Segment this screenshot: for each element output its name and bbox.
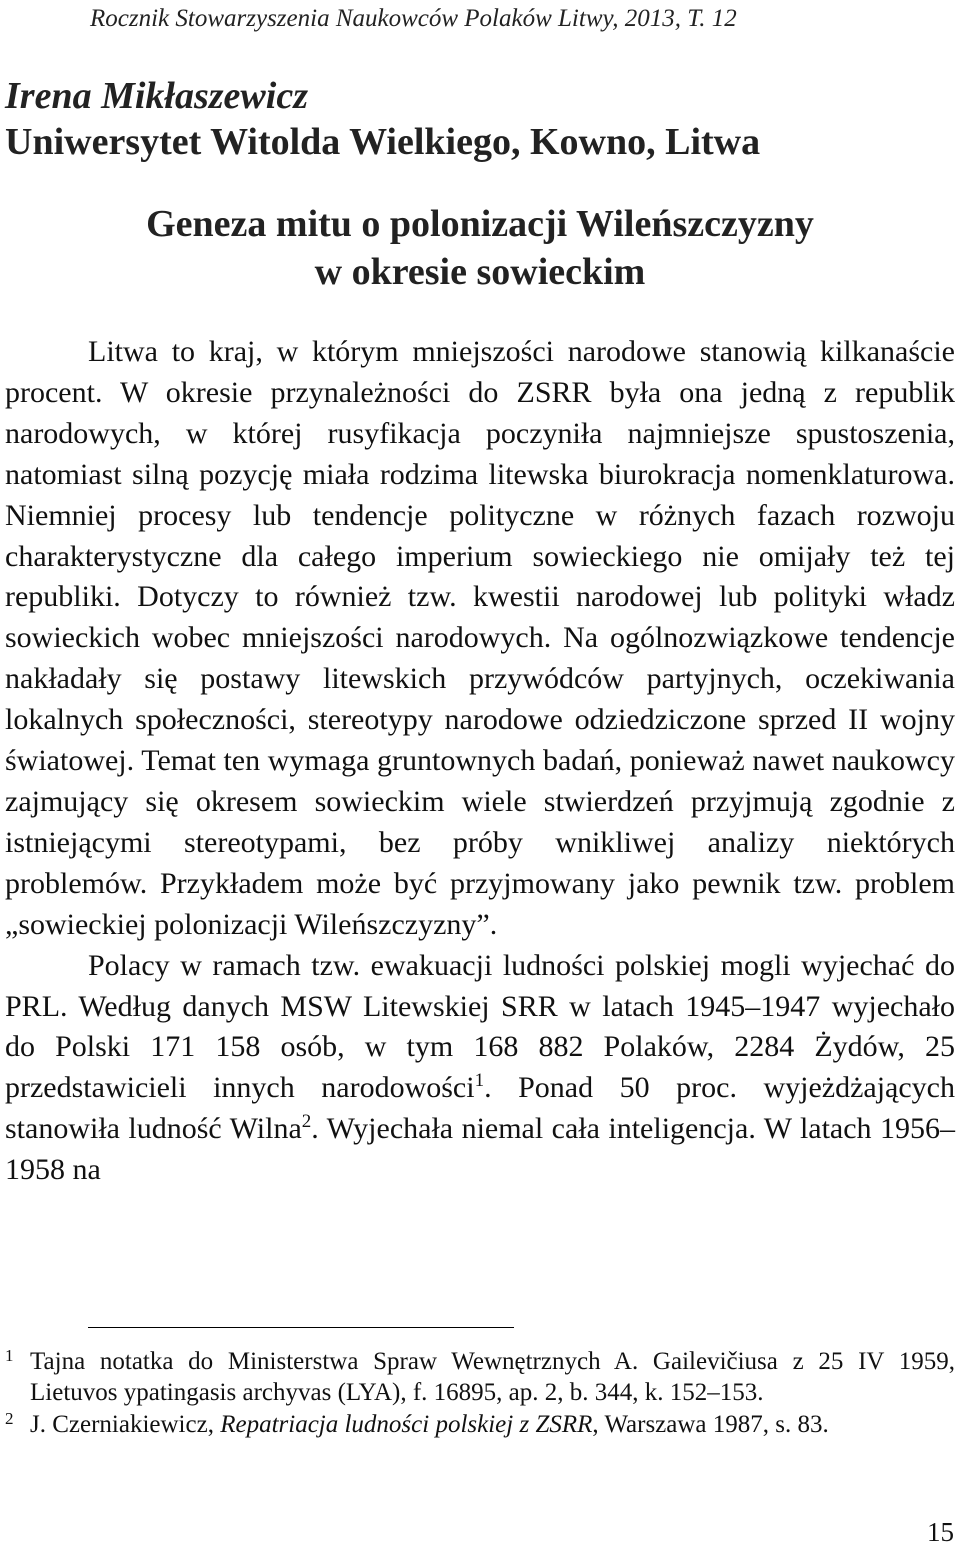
body-paragraph-1: Litwa to kraj, w którym mniejszości narodowe stanowią kilkanaście procent. W okresie przynależności do ZSRR była ona jedną z republik narodowych, w której rusyfikacja poczyniła najmniejsze spustoszenia, natomiast silną pozycję miała rodzima litewska biurokracja nomenklaturowa. Niemniej procesy lub tendencje polityczne w różnych fazach rozwoju charakterystyczne dla całego imperium sowieckiego nie omijały też tej republiki. Dotyczy to również tzw. kwestii narodowej lub polityki władz sowieckich wobec mniejszości narodowych. Na ogólnozwiązkowe tendencje nakładały się postawy litewskich przywódców partyjnych, oczekiwania lokalnych społeczności, stereotypy narodowe odziedziczone sprzed II wojny światowej. Temat ten wymaga gruntownych badań, ponieważ nawet naukowcy zajmujący się okresem sowieckim wiele stwierdzeń przyjmują zgodnie z istniejącymi stereotypami, bez próby wnikliwej analizy niektórych problemów. Przykładem może być przyjmowany jako pewnik tzw. problem „sowieckiej polonizacji Wileńszczyzny”. <box>5 335 955 941</box>
running-head: Rocznik Stowarzyszenia Naukowców Polaków Litwy, 2013, T. 12 <box>90 5 737 32</box>
article-author: Irena Mikłaszewicz <box>5 75 308 117</box>
footnote-reference-2[interactable]: 2 <box>301 1111 312 1133</box>
body-paragraph-2-part-2: . Ponad 50 proc. wyjeżdżających stanowiła ludność Wilna <box>5 1071 955 1146</box>
footnote-separator <box>88 1327 514 1328</box>
footnote-1-text: Tajna notatka do Ministerstwa Spraw Wewnętrznych A. Gailevičiusa z 25 IV 1959, Lietuvos ypatingasis archyvas (LYA), f. 16895, ap. 2, b. 344, k. 152–153. <box>30 1348 955 1406</box>
page-number: 15 <box>927 1517 954 1547</box>
footnote-1-mark: 1 <box>5 1346 14 1365</box>
footnote-2-cited-title: Repatriacja ludności polskiej z ZSRR <box>220 1411 593 1438</box>
footnote-2-mark: 2 <box>5 1409 14 1428</box>
article-body <box>5 332 955 1191</box>
footnote-2-text-after: , Warszawa 1987, s. 83. <box>592 1411 829 1438</box>
footnotes <box>5 1347 955 1441</box>
footnote-2 <box>5 1410 955 1441</box>
footnote-reference-1[interactable]: 1 <box>474 1070 485 1092</box>
body-paragraph-2 <box>5 946 955 1191</box>
footnote-2-text-before: J. Czerniakiewicz, <box>30 1411 221 1438</box>
article-affiliation: Uniwersytet Witolda Wielkiego, Kowno, Litwa <box>5 121 761 163</box>
footnote-1 <box>5 1347 955 1408</box>
body-paragraph-2-part-1: Polacy w ramach tzw. ewakuacji ludności polskiej mogli wyjechać do PRL. Według danych MSW Litewskiej SRR w latach 1945–1947 wyjechało do Polski 171 158 osób, w tym 168 882 Polaków, 2284 Żydów, 25 przedstawicieli innych narodowości <box>5 948 955 1105</box>
body-paragraph-2-part-3: . Wyjechała niemal cała inteligencja. W latach 1956–1958 na <box>5 1112 956 1187</box>
article-title <box>0 200 960 296</box>
article-title-line-2: w okresie sowieckim <box>314 251 646 293</box>
article-title-line-1: Geneza mitu o polonizacji Wileńszczyzny <box>146 203 814 245</box>
